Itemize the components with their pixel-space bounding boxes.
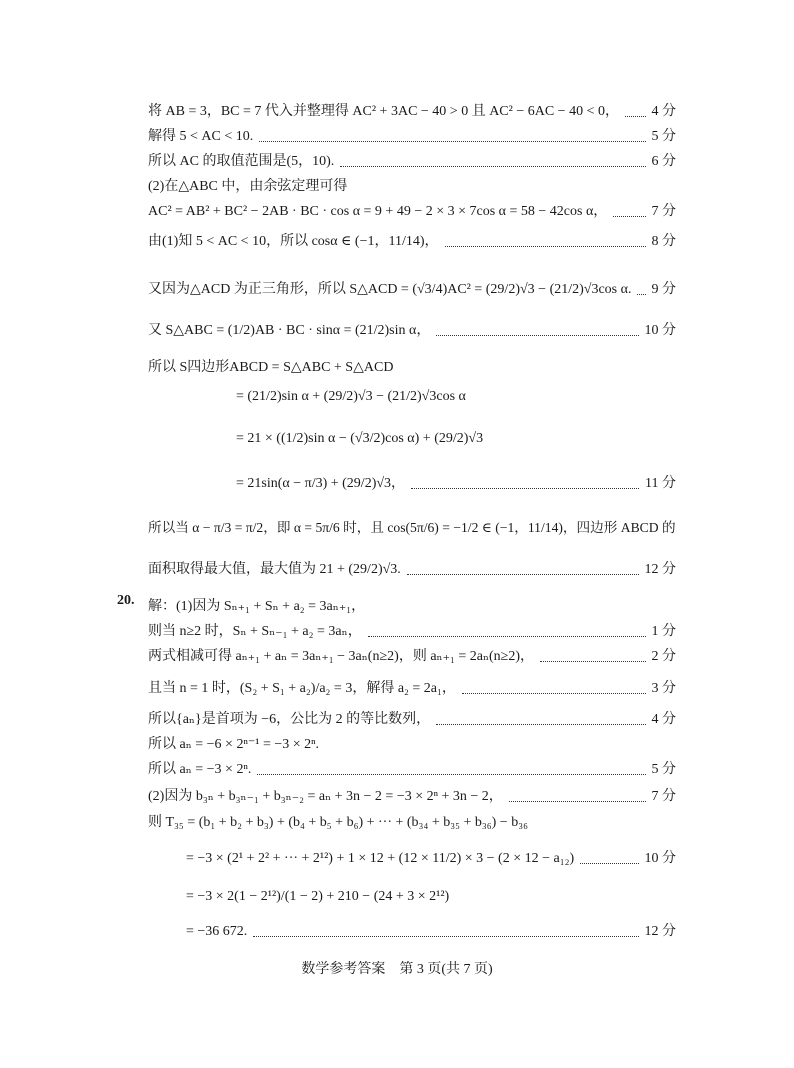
- dot-leader: [436, 334, 638, 336]
- answer-line: [148, 618, 676, 646]
- answer-line: [186, 883, 676, 911]
- line-text: 由(1)知 5 < AC < 10，所以 cosα ∈ (−1，11/14)，: [148, 234, 439, 249]
- dot-leader: [580, 862, 638, 864]
- line-text: 则当 n≥2 时，Sₙ + Sₙ₋₁ + a₂ = 3aₙ，: [148, 624, 362, 639]
- score-mark: 10 分: [644, 851, 676, 866]
- line-text: 解：(1)因为 Sₙ₊₁ + Sₙ + a₂ = 3aₙ₊₁，: [148, 599, 366, 614]
- answer-line: [186, 845, 676, 873]
- dot-leader: [411, 487, 639, 489]
- answer-line: [148, 317, 676, 345]
- answer-line: [148, 809, 676, 837]
- answer-line: [236, 470, 676, 498]
- line-text: 且当 n = 1 时，(S₂ + S₁ + a₂)/a₂ = 3，解得 a₂ = 2a₁，: [148, 681, 456, 696]
- answer-line: [148, 198, 676, 226]
- score-mark: 1 分: [651, 624, 676, 639]
- line-text: 所以当 α − π/3 = π/2，即 α = 5π/6 时，且 cos(5π/6) = −1/2 ∈ (−1，11/14)，四边形 ABCD 的: [148, 520, 676, 536]
- dot-leader: [259, 140, 645, 142]
- answer-line: [148, 98, 676, 126]
- line-text: AC² = AB² + BC² − 2AB · BC · cos α = 9 + 49 − 2 × 3 × 7cos α = 58 − 42cos α，: [148, 204, 608, 219]
- problem-number: 20.: [117, 593, 135, 608]
- score-mark: 7 分: [651, 789, 676, 804]
- dot-leader: [462, 692, 646, 694]
- dot-leader: [368, 635, 646, 637]
- line-text: 所以 aₙ = −6 × 2ⁿ⁻¹ = −3 × 2ⁿ.: [148, 737, 320, 752]
- answer-line: [148, 514, 676, 542]
- line-text: 所以 AC 的取值范围是(5，10).: [148, 154, 335, 169]
- score-mark: 9 分: [651, 282, 676, 297]
- line-text: (2)在△ABC 中，由余弦定理可得: [148, 179, 348, 194]
- line-text: = 21 × ((1/2)sin α − (√3/2)cos α) + (29/2)√3: [236, 431, 484, 446]
- score-mark: 5 分: [651, 129, 676, 144]
- answer-line: [148, 731, 676, 759]
- answer-line: [148, 354, 676, 382]
- line-text: 所以 aₙ = −3 × 2ⁿ.: [148, 762, 252, 777]
- score-mark: 12 分: [644, 924, 676, 939]
- answer-line: [148, 123, 676, 151]
- dot-leader: [613, 215, 645, 217]
- answer-line: [148, 675, 676, 703]
- line-text: (2)因为 b₃ₙ + b₃ₙ₋₁ + b₃ₙ₋₂ = aₙ + 3n − 2 = −3 × 2ⁿ + 3n − 2，: [148, 789, 503, 804]
- line-text: = (21/2)sin α + (29/2)√3 − (21/2)√3cos α: [236, 389, 466, 404]
- score-mark: 4 分: [651, 104, 676, 119]
- answer-line: [148, 756, 676, 784]
- answer-line: [148, 228, 676, 256]
- line-text: 将 AB = 3，BC = 7 代入并整理得 AC² + 3AC − 40 > 0 且 AC² − 6AC − 40 < 0，: [148, 104, 619, 119]
- score-mark: 10 分: [644, 323, 676, 338]
- score-mark: 8 分: [651, 234, 676, 249]
- score-mark: 12 分: [644, 562, 676, 577]
- dot-leader: [445, 245, 646, 247]
- answer-line: [236, 425, 676, 453]
- dot-leader: [253, 935, 638, 937]
- score-mark: 11 分: [645, 476, 676, 491]
- answer-line: [148, 173, 676, 201]
- dot-leader: [509, 800, 646, 802]
- dot-leader: [540, 660, 645, 662]
- score-mark: 3 分: [651, 681, 676, 696]
- line-text: 面积取得最大值，最大值为 21 + (29/2)√3.: [148, 562, 401, 577]
- dot-leader: [257, 773, 645, 775]
- answer-line: [236, 383, 676, 411]
- answer-line: [148, 643, 676, 671]
- line-text: = −36 672.: [186, 924, 248, 939]
- line-text: 所以 S四边形ABCD = S△ABC + S△ACD: [148, 360, 394, 375]
- score-mark: 4 分: [651, 712, 676, 727]
- dot-leader: [407, 573, 639, 575]
- answer-line: [148, 706, 676, 734]
- answer-line: [186, 918, 676, 946]
- answer-line: [148, 276, 676, 304]
- score-mark: 5 分: [651, 762, 676, 777]
- line-text: = −3 × 2(1 − 2¹²)/(1 − 2) + 210 − (24 + 3 × 2¹²): [186, 889, 450, 904]
- line-text: 解得 5 < AC < 10.: [148, 129, 254, 144]
- line-text: 所以{aₙ}是首项为 −6，公比为 2 的等比数列，: [148, 712, 431, 727]
- answer-line: [148, 556, 676, 584]
- answer-line: [148, 593, 676, 621]
- dot-leader: [436, 723, 645, 725]
- score-mark: 6 分: [651, 154, 676, 169]
- page-footer: 数学参考答案 第 3 页(共 7 页): [301, 962, 493, 977]
- dot-leader: [340, 165, 645, 167]
- line-text: = −3 × (2¹ + 2² + ··· + 2¹²) + 1 × 12 + (12 × 11/2) × 3 − (2 × 12 − a₁₂): [186, 851, 575, 866]
- line-text: 则 T₃₅ = (b₁ + b₂ + b₃) + (b₄ + b₅ + b₆) + ··· + (b₃₄ + b₃₅ + b₃₆) − b₃₆: [148, 815, 528, 830]
- dot-leader: [625, 115, 646, 117]
- line-text: = 21sin(α − π/3) + (29/2)√3，: [236, 476, 406, 491]
- answer-line: [148, 783, 676, 811]
- answer-line: [148, 148, 676, 176]
- line-text: 又 S△ABC = (1/2)AB · BC · sinα = (21/2)sin α，: [148, 323, 431, 338]
- line-text: 又因为△ACD 为正三角形，所以 S△ACD = (√3/4)AC² = (29/2)√3 − (21/2)√3cos α.: [148, 282, 632, 297]
- score-mark: 7 分: [651, 204, 676, 219]
- dot-leader: [637, 293, 645, 295]
- line-text: 两式相减可得 aₙ₊₁ + aₙ = 3aₙ₊₁ − 3aₙ(n≥2)，则 aₙ₊₁ = 2aₙ(n≥2)，: [148, 649, 535, 664]
- score-mark: 2 分: [651, 649, 676, 664]
